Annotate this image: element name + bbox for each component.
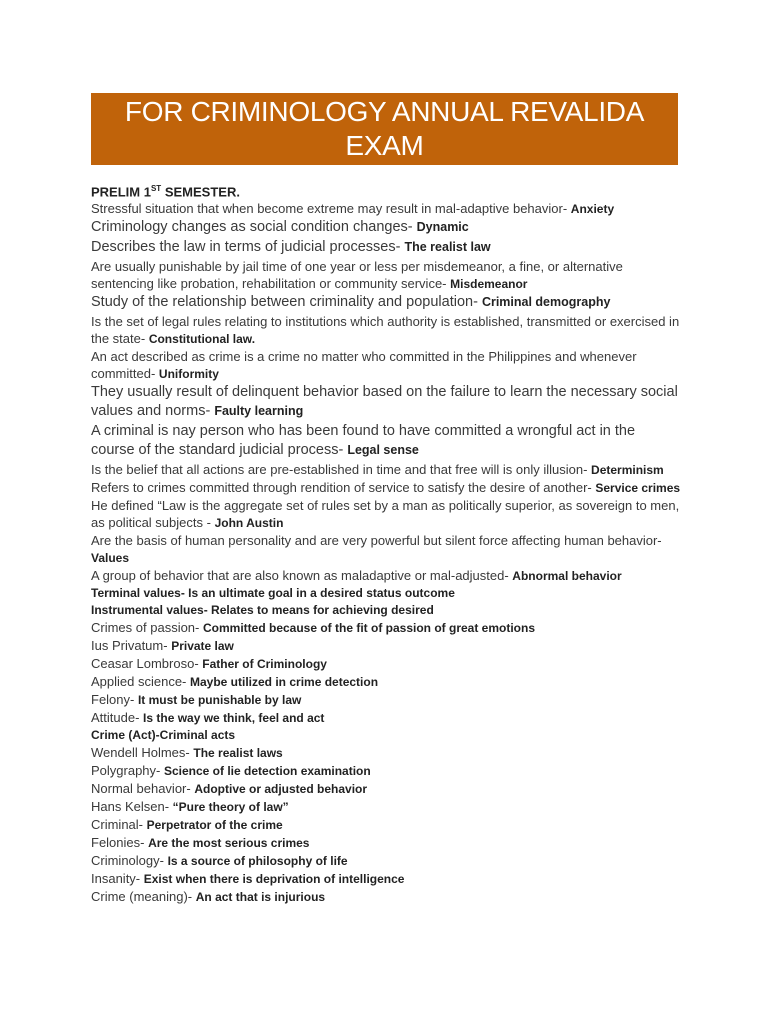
- list-item: Instrumental values- Relates to means for achieving desired: [91, 602, 434, 617]
- list-item: Are the basis of human personality and are very powerful but silent force affecting human behavior- Values: [91, 532, 662, 565]
- list-item: Felony- It must be punishable by law: [91, 691, 302, 707]
- list-item: He defined “Law is the aggregate set of rules set by a man as politically superior, as sovereign to men, as political subjects - John Austin: [91, 497, 680, 530]
- list-item: Hans Kelsen- “Pure theory of law”: [91, 798, 289, 814]
- list-item: Normal behavior- Adoptive or adjusted behavior: [91, 780, 368, 796]
- heading-superscript: ST: [150, 184, 162, 193]
- list-item: Is the belief that all actions are pre-established in time and that free will is only illusion- Determinism: [91, 461, 664, 477]
- list-item: Ius Privatum- Private law: [91, 637, 234, 653]
- list-item: Crime (Act)-Criminal acts: [91, 727, 236, 742]
- list-item: Crime (meaning)- An act that is injurious: [91, 888, 326, 904]
- list-item: Polygraphy- Science of lie detection examination: [91, 762, 371, 778]
- list-item: Crimes of passion- Committed because of the fit of passion of great emotions: [91, 619, 536, 635]
- document-title: FOR CRIMINOLOGY ANNUAL REVALIDA EXAM: [91, 93, 678, 165]
- list-item: Is the set of legal rules relating to institutions which authority is established, transmitted or exercised in the state- Constitutional law.: [91, 313, 680, 346]
- list-item: Terminal values- Is an ultimate goal in a desired status outcome: [91, 585, 455, 600]
- list-item: Wendell Holmes- The realist laws: [91, 744, 283, 760]
- list-item: Describes the law in terms of judicial processes- The realist law: [91, 238, 491, 255]
- list-item: An act described as crime is a crime no matter who committed in the Philippines and whenever committed- Uniformity: [91, 348, 637, 381]
- list-item: Stressful situation that when become extreme may result in mal-adaptive behavior- Anxiety: [91, 201, 615, 217]
- section-heading: [91, 181, 681, 200]
- list-item: Applied science- Maybe utilized in crime detection: [91, 673, 379, 689]
- list-item: A criminal is nay person who has been found to have committed a wrongful act in the course of the standard judicial process- Legal sense: [91, 422, 636, 459]
- heading-main: PRELIM 1: [91, 184, 151, 200]
- list-item: Study of the relationship between criminality and population- Criminal demography: [91, 294, 611, 311]
- list-item: They usually result of delinquent behavior based on the failure to learn the necessary social values and norms- Faulty learning: [91, 383, 678, 420]
- heading-rest: SEMESTER.: [161, 184, 240, 200]
- list-item: Attitude- Is the way we think, feel and act: [91, 709, 325, 725]
- list-item: A group of behavior that are also known as maladaptive or mal-adjusted- Abnormal behavior: [91, 567, 622, 583]
- list-item: Criminal- Perpetrator of the crime: [91, 816, 283, 832]
- list-item: Felonies- Are the most serious crimes: [91, 834, 310, 850]
- list-item: Are usually punishable by jail time of one year or less per misdemeanor, a fine, or alternative sentencing like probation, rehabilitation or community service- Misdemeanor: [91, 259, 623, 292]
- list-item: Insanity- Exist when there is deprivation of intelligence: [91, 870, 405, 886]
- document-content: [91, 181, 681, 906]
- list-item: Criminology- Is a source of philosophy of life: [91, 852, 348, 868]
- list-item: Refers to crimes committed through rendition of service to satisfy the desire of another- Service crimes: [91, 479, 681, 495]
- list-item: Ceasar Lombroso- Father of Criminology: [91, 655, 327, 671]
- list-item: Criminology changes as social condition changes- Dynamic: [91, 219, 469, 236]
